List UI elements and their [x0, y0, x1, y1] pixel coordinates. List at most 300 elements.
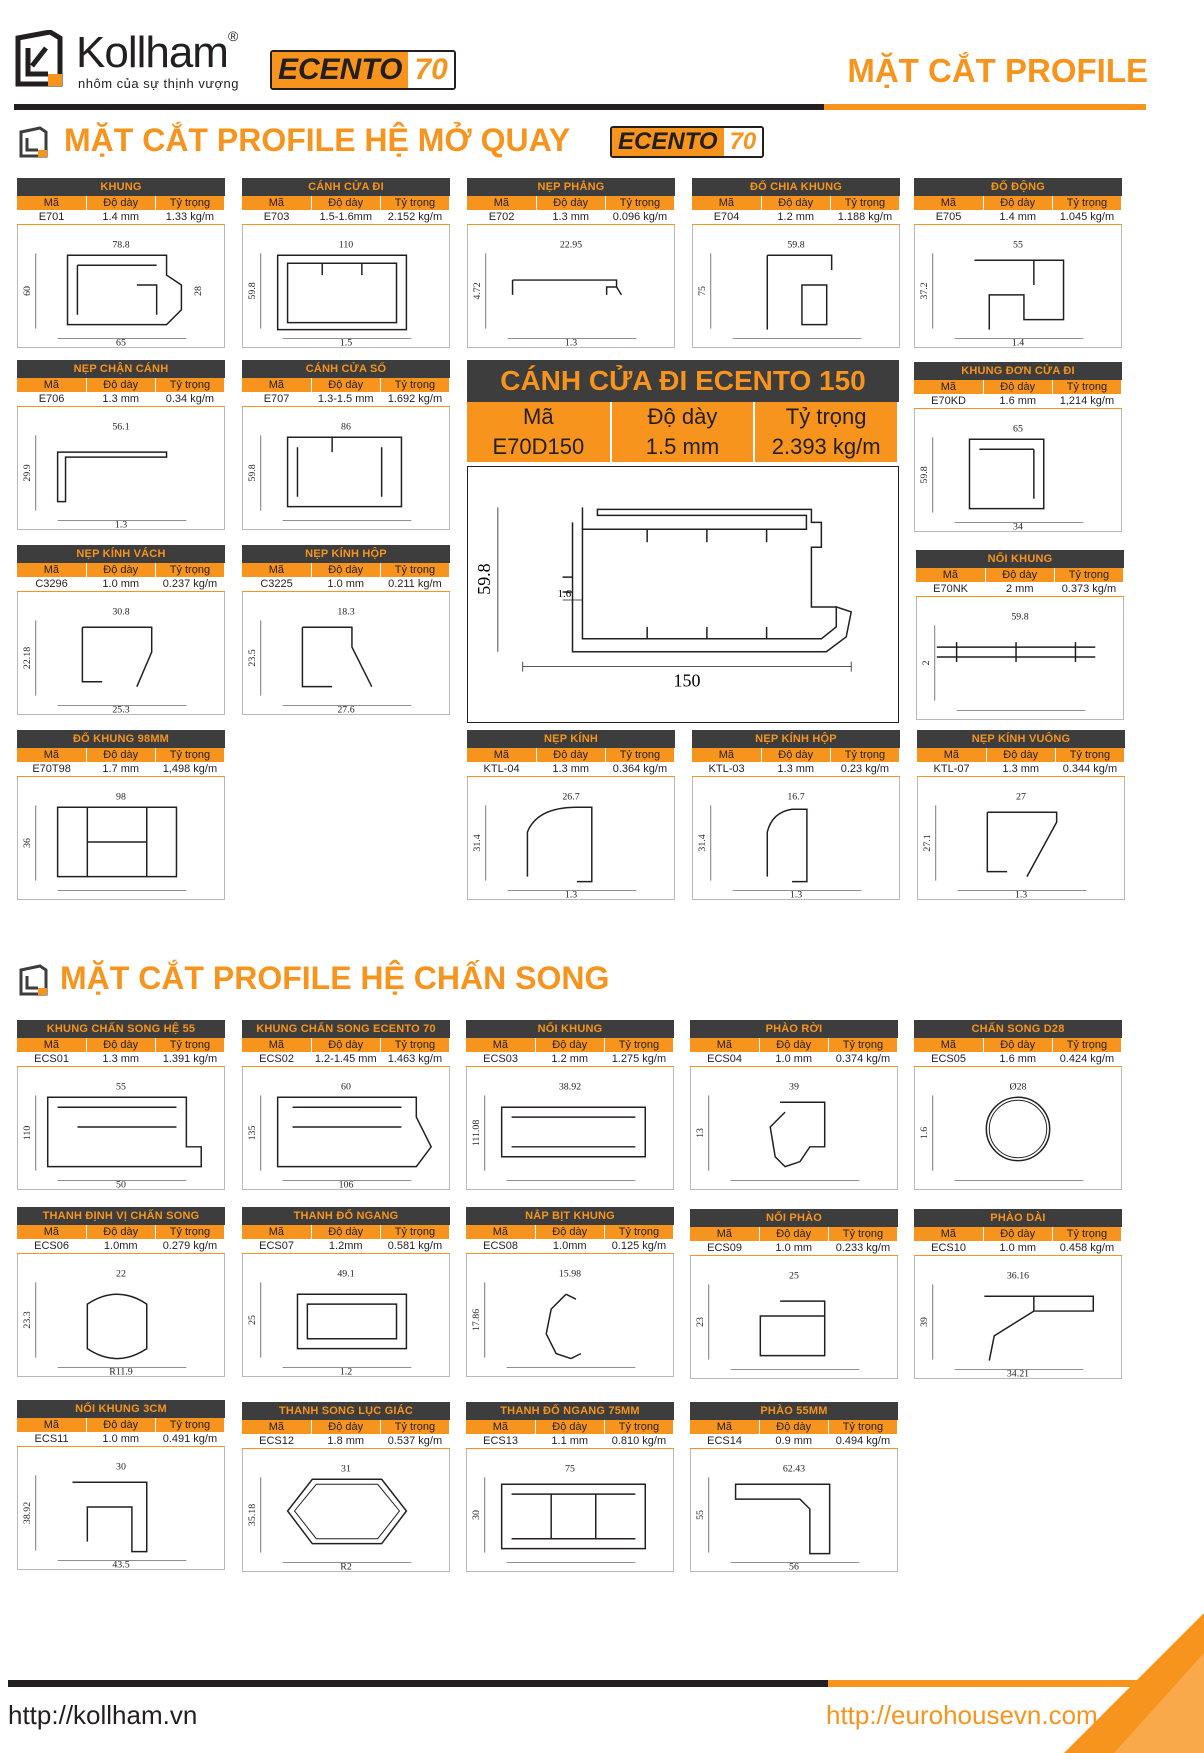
dimension-label: 75: [565, 1463, 575, 1475]
profile-thickness: 1.6 mm: [983, 394, 1052, 409]
profile-card: [692, 178, 900, 348]
corner-accent-shape: [1054, 1613, 1204, 1753]
profile-weight: 1.692 kg/m: [380, 392, 449, 407]
profile-outline: [68, 255, 182, 324]
profile-outline: [513, 280, 622, 295]
col-code-label: Mã: [914, 1227, 983, 1241]
profile-spec-table: [466, 1225, 674, 1254]
profile-drawing: [692, 777, 900, 900]
col-code-label: Mã: [690, 1227, 759, 1241]
dimension-label: 35.18: [246, 1503, 258, 1527]
dimension-label: 111.08: [470, 1119, 482, 1147]
profile-section-svg: [693, 777, 899, 899]
profile-card-title: NỐI KHUNG: [466, 1020, 674, 1038]
col-code-label: Mã: [914, 1038, 983, 1052]
profile-card-title: PHÀO RỜI: [690, 1020, 898, 1038]
col-weight-label: Tỷ trọng: [828, 1038, 897, 1052]
dimension-label: 30.8: [112, 606, 130, 618]
profile-drawing: [17, 225, 225, 348]
profile-code: KTL-04: [467, 762, 536, 777]
profile-outline: [302, 627, 371, 686]
col-thickness-label: Độ dày: [535, 1420, 604, 1434]
dimension-label: 18.3: [337, 606, 355, 618]
col-weight-label: Tỷ trọng: [155, 563, 224, 577]
profile-outline: [974, 260, 1063, 329]
col-code-label: Mã: [17, 196, 86, 210]
col-code-label: Mã: [17, 563, 86, 577]
profile-card: [17, 1207, 225, 1377]
dimension-label: 65: [1013, 423, 1023, 435]
col-thickness-label: Độ dày: [983, 1227, 1052, 1241]
profile-spec-table: [242, 1038, 450, 1067]
profile-card: [242, 1402, 450, 1572]
profile-code: E70T98: [17, 762, 86, 777]
col-code-label: Mã: [242, 196, 311, 210]
footer-url-eurohouse[interactable]: http://eurohousevn.com: [826, 1700, 1098, 1730]
profile-weight: 0.458 kg/m: [1052, 1241, 1121, 1256]
profile-spec-table: [467, 196, 675, 225]
profile-spec-table: [242, 378, 450, 407]
profile-outline: [82, 627, 151, 686]
col-weight-label: Tỷ trọng: [828, 1420, 897, 1434]
col-code-label: Mã: [690, 1420, 759, 1434]
profile-spec-table: [690, 1038, 898, 1067]
profile-card-title: KHUNG CHẤN SONG HỆ 55: [17, 1020, 225, 1038]
profile-section-svg: [243, 1067, 449, 1189]
profile-drawing: [917, 777, 1125, 900]
profile-card-title: NẸP KÍNH HỘP: [242, 545, 450, 563]
profile-outline: [770, 1102, 824, 1166]
big-dim-height: 59.8: [473, 563, 494, 595]
profile-section-svg: [467, 1067, 673, 1189]
profile-card: [914, 178, 1122, 348]
profile-card: [916, 550, 1124, 720]
profile-code: E702: [467, 210, 536, 225]
profile-weight: 0.581 kg/m: [380, 1239, 449, 1254]
dimension-label: 25: [789, 1270, 799, 1282]
dimension-label: 38.92: [558, 1081, 582, 1093]
profile-drawing: [914, 225, 1122, 348]
dimension-label: 22.18: [21, 646, 33, 670]
profile-code: ECS04: [690, 1052, 759, 1067]
profile-weight: 0.233 kg/m: [828, 1241, 897, 1256]
dimension-label: 23: [694, 1317, 706, 1327]
profile-section-svg: [243, 592, 449, 714]
profile-thickness: 1.2 mm: [535, 1052, 604, 1067]
col-thickness-label: Độ dày: [311, 1225, 380, 1239]
profile-card-title: NẸP KÍNH: [467, 730, 675, 748]
profile-section-svg: [468, 225, 674, 347]
col-code-label: Mã: [242, 1038, 311, 1052]
dimension-label: 27.6: [337, 704, 355, 714]
col-code-label: Mã: [242, 1225, 311, 1239]
profile-outline: [278, 255, 407, 329]
col-weight-label: Tỷ trọng: [604, 1038, 673, 1052]
profile-weight: 0.810 kg/m: [604, 1434, 673, 1449]
profile-weight: 0.125 kg/m: [604, 1239, 673, 1254]
profile-thickness: 1.3 mm: [761, 762, 830, 777]
col-thickness-label: Độ dày: [311, 378, 380, 392]
dimension-label: 15.98: [558, 1268, 582, 1280]
col-thickness-label: Độ dày: [761, 196, 830, 210]
dimension-label: 22: [116, 1268, 126, 1280]
profile-spec-table: [917, 748, 1125, 777]
profile-section-svg: [18, 225, 224, 347]
profile-card: [690, 1402, 898, 1572]
profile-outline: [937, 642, 1095, 662]
profile-section-svg: [18, 1447, 224, 1569]
profile-card-title: NẸP CHẬN CÁNH: [17, 360, 225, 378]
profile-card: [467, 730, 675, 900]
dimension-label: 55: [1013, 239, 1023, 251]
profile-code: ECS07: [242, 1239, 311, 1254]
profile-section-svg: [243, 225, 449, 347]
profile-thickness: 1.3 mm: [86, 392, 155, 407]
profile-card-title: NẸP KÍNH HỘP: [692, 730, 900, 748]
profile-card: [242, 1020, 450, 1190]
col-weight-label: Tỷ trọng: [604, 1225, 673, 1239]
col-weight-label: Tỷ trọng: [380, 1038, 449, 1052]
dimension-label: 39: [918, 1317, 930, 1327]
profile-code: E706: [17, 392, 86, 407]
profile-drawing: [466, 1254, 674, 1377]
profile-drawing: [690, 1449, 898, 1572]
profile-weight: 0.211 kg/m: [380, 577, 449, 592]
footer-url-kollham[interactable]: http://kollham.vn: [8, 1700, 198, 1730]
dimension-label: 22.95: [559, 239, 583, 251]
profile-weight: 1,214 kg/m: [1052, 394, 1121, 409]
ecento-70-badge-small: ECENTO 70: [610, 126, 764, 158]
dimension-label: 60: [341, 1081, 351, 1093]
profile-thickness: 1.3 mm: [536, 762, 605, 777]
profile-card: [466, 1402, 674, 1572]
profile-drawing: [242, 1254, 450, 1377]
profile-drawing: [467, 777, 675, 900]
profile-code: E704: [692, 210, 761, 225]
col-thickness-label: Độ dày: [986, 748, 1055, 762]
profile-card: [17, 178, 225, 348]
profile-code: E70NK: [916, 582, 985, 597]
col-weight-label: Tỷ trọng: [830, 748, 899, 762]
profile-spec-table: [17, 1225, 225, 1254]
profile-outline: [546, 1294, 581, 1358]
profile-card: [690, 1020, 898, 1190]
profile-thickness: 1.2 mm: [761, 210, 830, 225]
header-divider: [14, 104, 824, 110]
profile-code: ECS08: [466, 1239, 535, 1254]
profile-drawing: [242, 1449, 450, 1572]
profile-outline: [767, 809, 807, 881]
col-code-label: Mã: [467, 748, 536, 762]
dimension-label: 86: [341, 421, 351, 433]
profile-section-svg: [243, 1254, 449, 1376]
col-code-label: Mã: [916, 568, 985, 582]
profile-weight: 0.373 kg/m: [1054, 582, 1123, 597]
profile-spec-table: [17, 196, 225, 225]
profile-drawing: [466, 1067, 674, 1190]
big-card-spec-table: [467, 402, 899, 462]
profile-card: [17, 730, 225, 900]
profile-code: KTL-03: [692, 762, 761, 777]
col-thickness-label: Độ dày: [86, 1225, 155, 1239]
dimension-label: 55: [116, 1081, 126, 1093]
col-thickness-label: Độ dày: [311, 1038, 380, 1052]
profile-outline: [288, 437, 402, 506]
dimension-label: 110: [338, 239, 354, 251]
col-code-label: Mã: [17, 1225, 86, 1239]
profile-thickness: 1.0 mm: [759, 1241, 828, 1256]
profile-weight: 1.33 kg/m: [155, 210, 224, 225]
profile-drawing: [17, 407, 225, 530]
col-thickness-label: Độ dày: [86, 196, 155, 210]
profile-thickness: 1.1 mm: [535, 1434, 604, 1449]
dimension-label: 38.92: [21, 1501, 33, 1525]
col-weight-label: Tỷ trọng: [380, 1225, 449, 1239]
profile-outline: [278, 1097, 432, 1166]
profile-outline: [58, 452, 167, 502]
profile-weight: 0.537 kg/m: [380, 1434, 449, 1449]
profile-thickness: 1.0 mm: [983, 1241, 1052, 1256]
profile-card: [242, 178, 450, 348]
profile-card-title: CÁNH CỬA SỔ: [242, 360, 450, 378]
profile-card: [917, 730, 1125, 900]
profile-section-svg: [468, 777, 674, 899]
profile-card-title: THANH ĐỊNH VỊ CHẤN SONG: [17, 1207, 225, 1225]
dimension-label: R11.9: [109, 1366, 133, 1376]
profile-weight: 0.494 kg/m: [828, 1434, 897, 1449]
profile-outline: [736, 1484, 830, 1553]
col-code-label: Mã: [17, 1418, 86, 1432]
profile-spec-table: [466, 1420, 674, 1449]
profile-spec-table: [242, 196, 450, 225]
profile-card: [242, 545, 450, 715]
profile-thickness: 1.0mm: [535, 1239, 604, 1254]
dimension-label: 17.86: [470, 1308, 482, 1332]
profile-outline: [502, 1107, 646, 1157]
dimension-label: 1.6: [918, 1126, 930, 1140]
dimension-label: 34.21: [1006, 1368, 1030, 1378]
profile-spec-table: [17, 1038, 225, 1067]
profile-weight: 1.391 kg/m: [155, 1052, 224, 1067]
profile-card: [242, 1207, 450, 1377]
profile-code: ECS10: [914, 1241, 983, 1256]
profile-code: E707: [242, 392, 311, 407]
profile-drawing: [916, 597, 1124, 720]
profile-section-svg: [915, 225, 1121, 347]
profile-thickness: 1.3 mm: [536, 210, 605, 225]
profile-card-title: THANH ĐỐ NGANG 75MM: [466, 1402, 674, 1420]
dimension-label: 59.8: [1011, 611, 1029, 623]
col-code-label: Mã: [692, 748, 761, 762]
profile-outline: [767, 255, 831, 329]
dimension-label: 98: [116, 791, 126, 803]
col-thickness-label: Độ dày: [983, 196, 1052, 210]
dimension-label: 27.1: [921, 834, 933, 852]
profile-spec-table: [692, 196, 900, 225]
col-weight-label: Tỷ trọng: [1055, 748, 1124, 762]
col-weight-label: Tỷ trọng: [1052, 196, 1121, 210]
profile-drawing: [466, 1449, 674, 1572]
profile-spec-table: [466, 1038, 674, 1067]
profile-card-title: NẸP KÍNH VUÔNG: [917, 730, 1125, 748]
col-thickness-label: Độ dày: [761, 748, 830, 762]
col-code-label: Mã: [17, 1038, 86, 1052]
profile-outline: [502, 1484, 646, 1548]
profile-weight: 0.096 kg/m: [605, 210, 674, 225]
col-weight-label: Tỷ trọng: [754, 402, 898, 432]
col-thickness-label: Độ dày: [86, 563, 155, 577]
profile-thickness: 1.0 mm: [759, 1052, 828, 1067]
profile-outline: [48, 1097, 202, 1166]
col-weight-label: Tỷ trọng: [604, 1420, 673, 1434]
profile-spec-table: [692, 748, 900, 777]
section-grille-icon: [18, 964, 48, 996]
col-code-label: Mã: [690, 1038, 759, 1052]
col-code-label: Mã: [467, 402, 611, 432]
profile-weight: 0.23 kg/m: [830, 762, 899, 777]
dimension-label: 56.1: [112, 421, 130, 433]
profile-weight: 1,498 kg/m: [155, 762, 224, 777]
dimension-label: 23.3: [21, 1311, 33, 1329]
ecento-70-badge: ECENTO 70: [270, 50, 456, 90]
profile-outline: [987, 812, 1056, 876]
profile-card-title: NỐI PHÀO: [690, 1209, 898, 1227]
dimension-label: 4.72: [471, 282, 483, 300]
profile-thickness: 1.5-1.6mm: [311, 210, 380, 225]
col-thickness-label: Độ dày: [86, 1418, 155, 1432]
page-title: MẶT CẮT PROFILE: [847, 52, 1148, 89]
profile-thickness: 1.7 mm: [86, 762, 155, 777]
dimension-label: 26.7: [562, 791, 580, 803]
profile-spec-table: [914, 380, 1122, 409]
dimension-label: 31.4: [471, 834, 483, 852]
profile-spec-table: [914, 196, 1122, 225]
col-thickness-label: Độ dày: [759, 1227, 828, 1241]
profile-code: E701: [17, 210, 86, 225]
col-weight-label: Tỷ trọng: [155, 1418, 224, 1432]
dimension-label: 1.3: [789, 889, 803, 899]
profile-weight: 0.491 kg/m: [155, 1432, 224, 1447]
col-code-label: Mã: [692, 196, 761, 210]
profile-code: KTL-07: [917, 762, 986, 777]
profile-drawing: [690, 1067, 898, 1190]
profile-card-title: PHÀO DÀI: [914, 1209, 1122, 1227]
profile-card-title: THANH SONG LỤC GIÁC: [242, 1402, 450, 1420]
dimension-label: 28: [193, 286, 205, 296]
profile-code: E703: [242, 210, 311, 225]
col-thickness-label: Độ dày: [759, 1420, 828, 1434]
dimension-label: 30: [116, 1461, 126, 1473]
profile-thickness: 2 mm: [985, 582, 1054, 597]
dimension-label: 25.3: [112, 704, 130, 714]
dimension-label: 1.3: [114, 519, 128, 529]
dimension-label: 13: [694, 1128, 706, 1138]
col-thickness-label: Độ dày: [311, 196, 380, 210]
profile-code: ECS06: [17, 1239, 86, 1254]
profile-drawing: [467, 225, 675, 348]
profile-drawing: [17, 1067, 225, 1190]
profile-section-svg: [243, 407, 449, 529]
col-code-label: Mã: [466, 1420, 535, 1434]
dimension-label: 59.8: [918, 466, 930, 484]
col-thickness-label: Độ dày: [86, 378, 155, 392]
col-weight-label: Tỷ trọng: [155, 1225, 224, 1239]
dimension-label: 31: [341, 1463, 351, 1475]
profile-weight: 0.424 kg/m: [1052, 1052, 1121, 1067]
col-weight-label: Tỷ trọng: [380, 196, 449, 210]
dimension-label: 1.3: [564, 889, 578, 899]
section-title-swing: MẶT CẮT PROFILE HỆ MỞ QUAY: [64, 122, 571, 158]
profile-section-svg: [691, 1256, 897, 1378]
profile-spec-table: [17, 748, 225, 777]
profile-card: [690, 1209, 898, 1379]
big-card-drawing: [467, 466, 899, 723]
dimension-label: 36.16: [1006, 1270, 1030, 1282]
profile-thickness: 1.4 mm: [86, 210, 155, 225]
profile-code: ECS05: [914, 1052, 983, 1067]
dimension-label: 30: [470, 1510, 482, 1520]
header-divider-accent: [824, 104, 1146, 110]
profile-outline: [760, 1301, 824, 1355]
profile-code: C3296: [17, 577, 86, 592]
profile-card-title: THANH ĐỐ NGANG: [242, 1207, 450, 1225]
profile-spec-table: [914, 1227, 1122, 1256]
profile-section-svg: [18, 777, 224, 899]
profile-outline-inner: [295, 1484, 400, 1538]
profile-drawing: [914, 1067, 1122, 1190]
profile-spec-table: [914, 1038, 1122, 1067]
profile-section-svg: [18, 592, 224, 714]
profile-spec-table: [690, 1227, 898, 1256]
profile-section-svg: [917, 597, 1123, 719]
profile-card: [692, 730, 900, 900]
dimension-label: 50: [116, 1179, 126, 1189]
col-thickness-label: Độ dày: [536, 196, 605, 210]
profile-section-svg: [918, 777, 1124, 899]
dimension-label: 25: [246, 1315, 258, 1325]
profile-card-title: KHUNG ĐƠN CỬA ĐI: [914, 362, 1122, 380]
profile-thickness: 1.0 mm: [86, 1432, 155, 1447]
profile-spec-table: [242, 563, 450, 592]
profile-spec-table: [467, 748, 675, 777]
profile-card-title: ĐỐ KHUNG 98MM: [17, 730, 225, 748]
profile-drawing: [914, 1256, 1122, 1379]
dimension-label: 59.8: [246, 282, 258, 300]
col-weight-label: Tỷ trọng: [155, 196, 224, 210]
dimension-label: 27: [1016, 791, 1026, 803]
profile-card-title: PHÀO 55MM: [690, 1402, 898, 1420]
profile-outline-inner: [989, 1100, 1046, 1157]
profile-drawing: [17, 1447, 225, 1570]
profile-thickness: 1.2-1.45 mm: [311, 1052, 380, 1067]
profile-card: [17, 1020, 225, 1190]
profile-card: [466, 1020, 674, 1190]
profile-code: E705: [914, 210, 983, 225]
kollham-logo-icon: [14, 30, 64, 88]
dimension-label: 1.2: [339, 1366, 353, 1376]
col-thickness-label: Độ dày: [86, 1038, 155, 1052]
profile-weight: 0.374 kg/m: [828, 1052, 897, 1067]
col-code-label: Mã: [242, 1420, 311, 1434]
profile-code: E70KD: [914, 394, 983, 409]
profile-outline: [527, 807, 591, 881]
profile-card-title: NẸP KÍNH VÁCH: [17, 545, 225, 563]
dimension-label: 31.4: [696, 834, 708, 852]
profile-code: ECS12: [242, 1434, 311, 1449]
profile-section-svg: [18, 407, 224, 529]
profile-outline: [984, 1296, 1093, 1360]
profile-card: [17, 1400, 225, 1570]
